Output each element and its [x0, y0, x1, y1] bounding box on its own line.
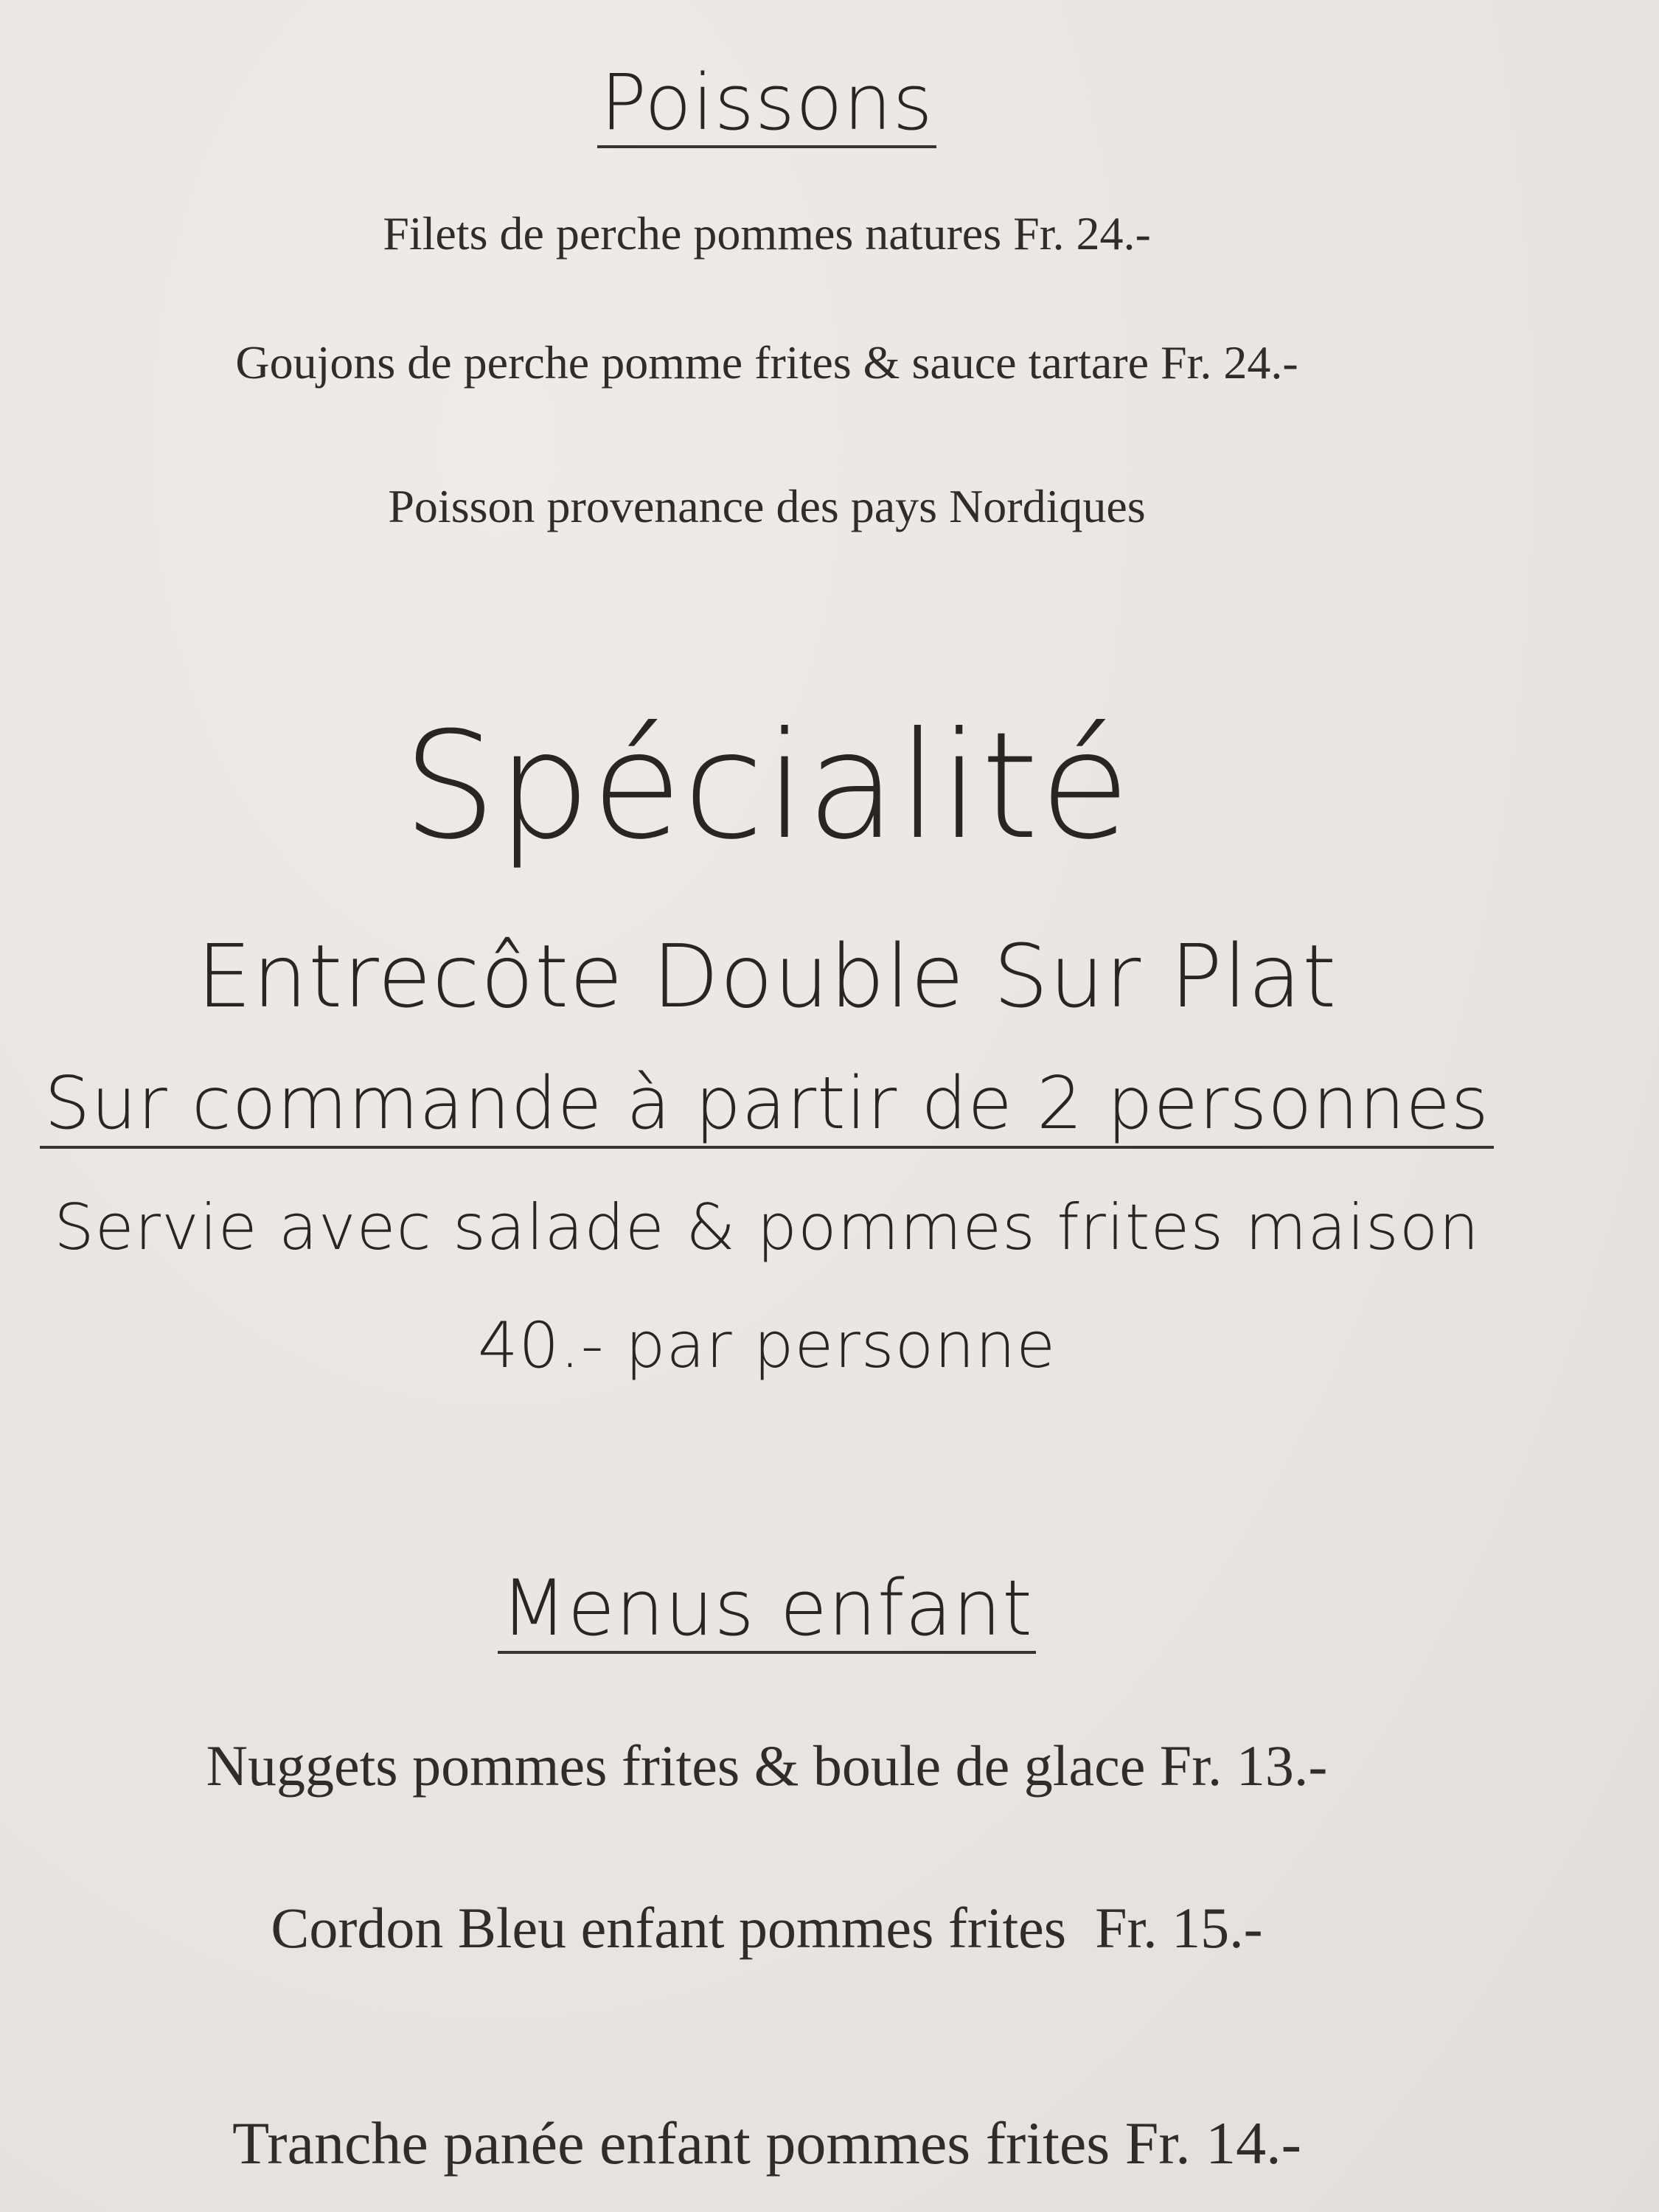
specialite-served-with: Servie avec salade & pommes frites maison: [54, 1191, 1480, 1265]
specialite-order-note: Sur commande à partir de 2 personnes: [40, 1068, 1494, 1149]
menus-enfant-heading-row: [0, 1563, 1534, 1654]
specialite-order-note-row: [0, 1062, 1534, 1149]
menus-enfant-heading: Menus enfant: [498, 1570, 1036, 1654]
poissons-heading-row: [0, 58, 1534, 148]
poissons-heading: Poissons: [597, 64, 936, 148]
poissons-item-2: Goujons de perche pomme frites & sauce tartare Fr. 24.-: [235, 336, 1298, 389]
specialite-price: 40.- par personne: [477, 1309, 1057, 1382]
menus-enfant-item-2: Cordon Bleu enfant pommes frites Fr. 15.-: [271, 1896, 1263, 1960]
poissons-item-1: Filets de perche pommes natures Fr. 24.-: [383, 207, 1151, 260]
specialite-dish: Entrecôte Double Sur Plat: [196, 925, 1338, 1027]
poissons-origin-note: Poisson provenance des pays Nordiques: [388, 480, 1146, 532]
menus-enfant-item-1: Nuggets pommes frites & boule de glace Fr. 13.-: [206, 1733, 1328, 1798]
menus-enfant-item-3: Tranche panée enfant pommes frites Fr. 14.-: [232, 2110, 1301, 2177]
specialite-heading: Spécialité: [403, 700, 1131, 872]
